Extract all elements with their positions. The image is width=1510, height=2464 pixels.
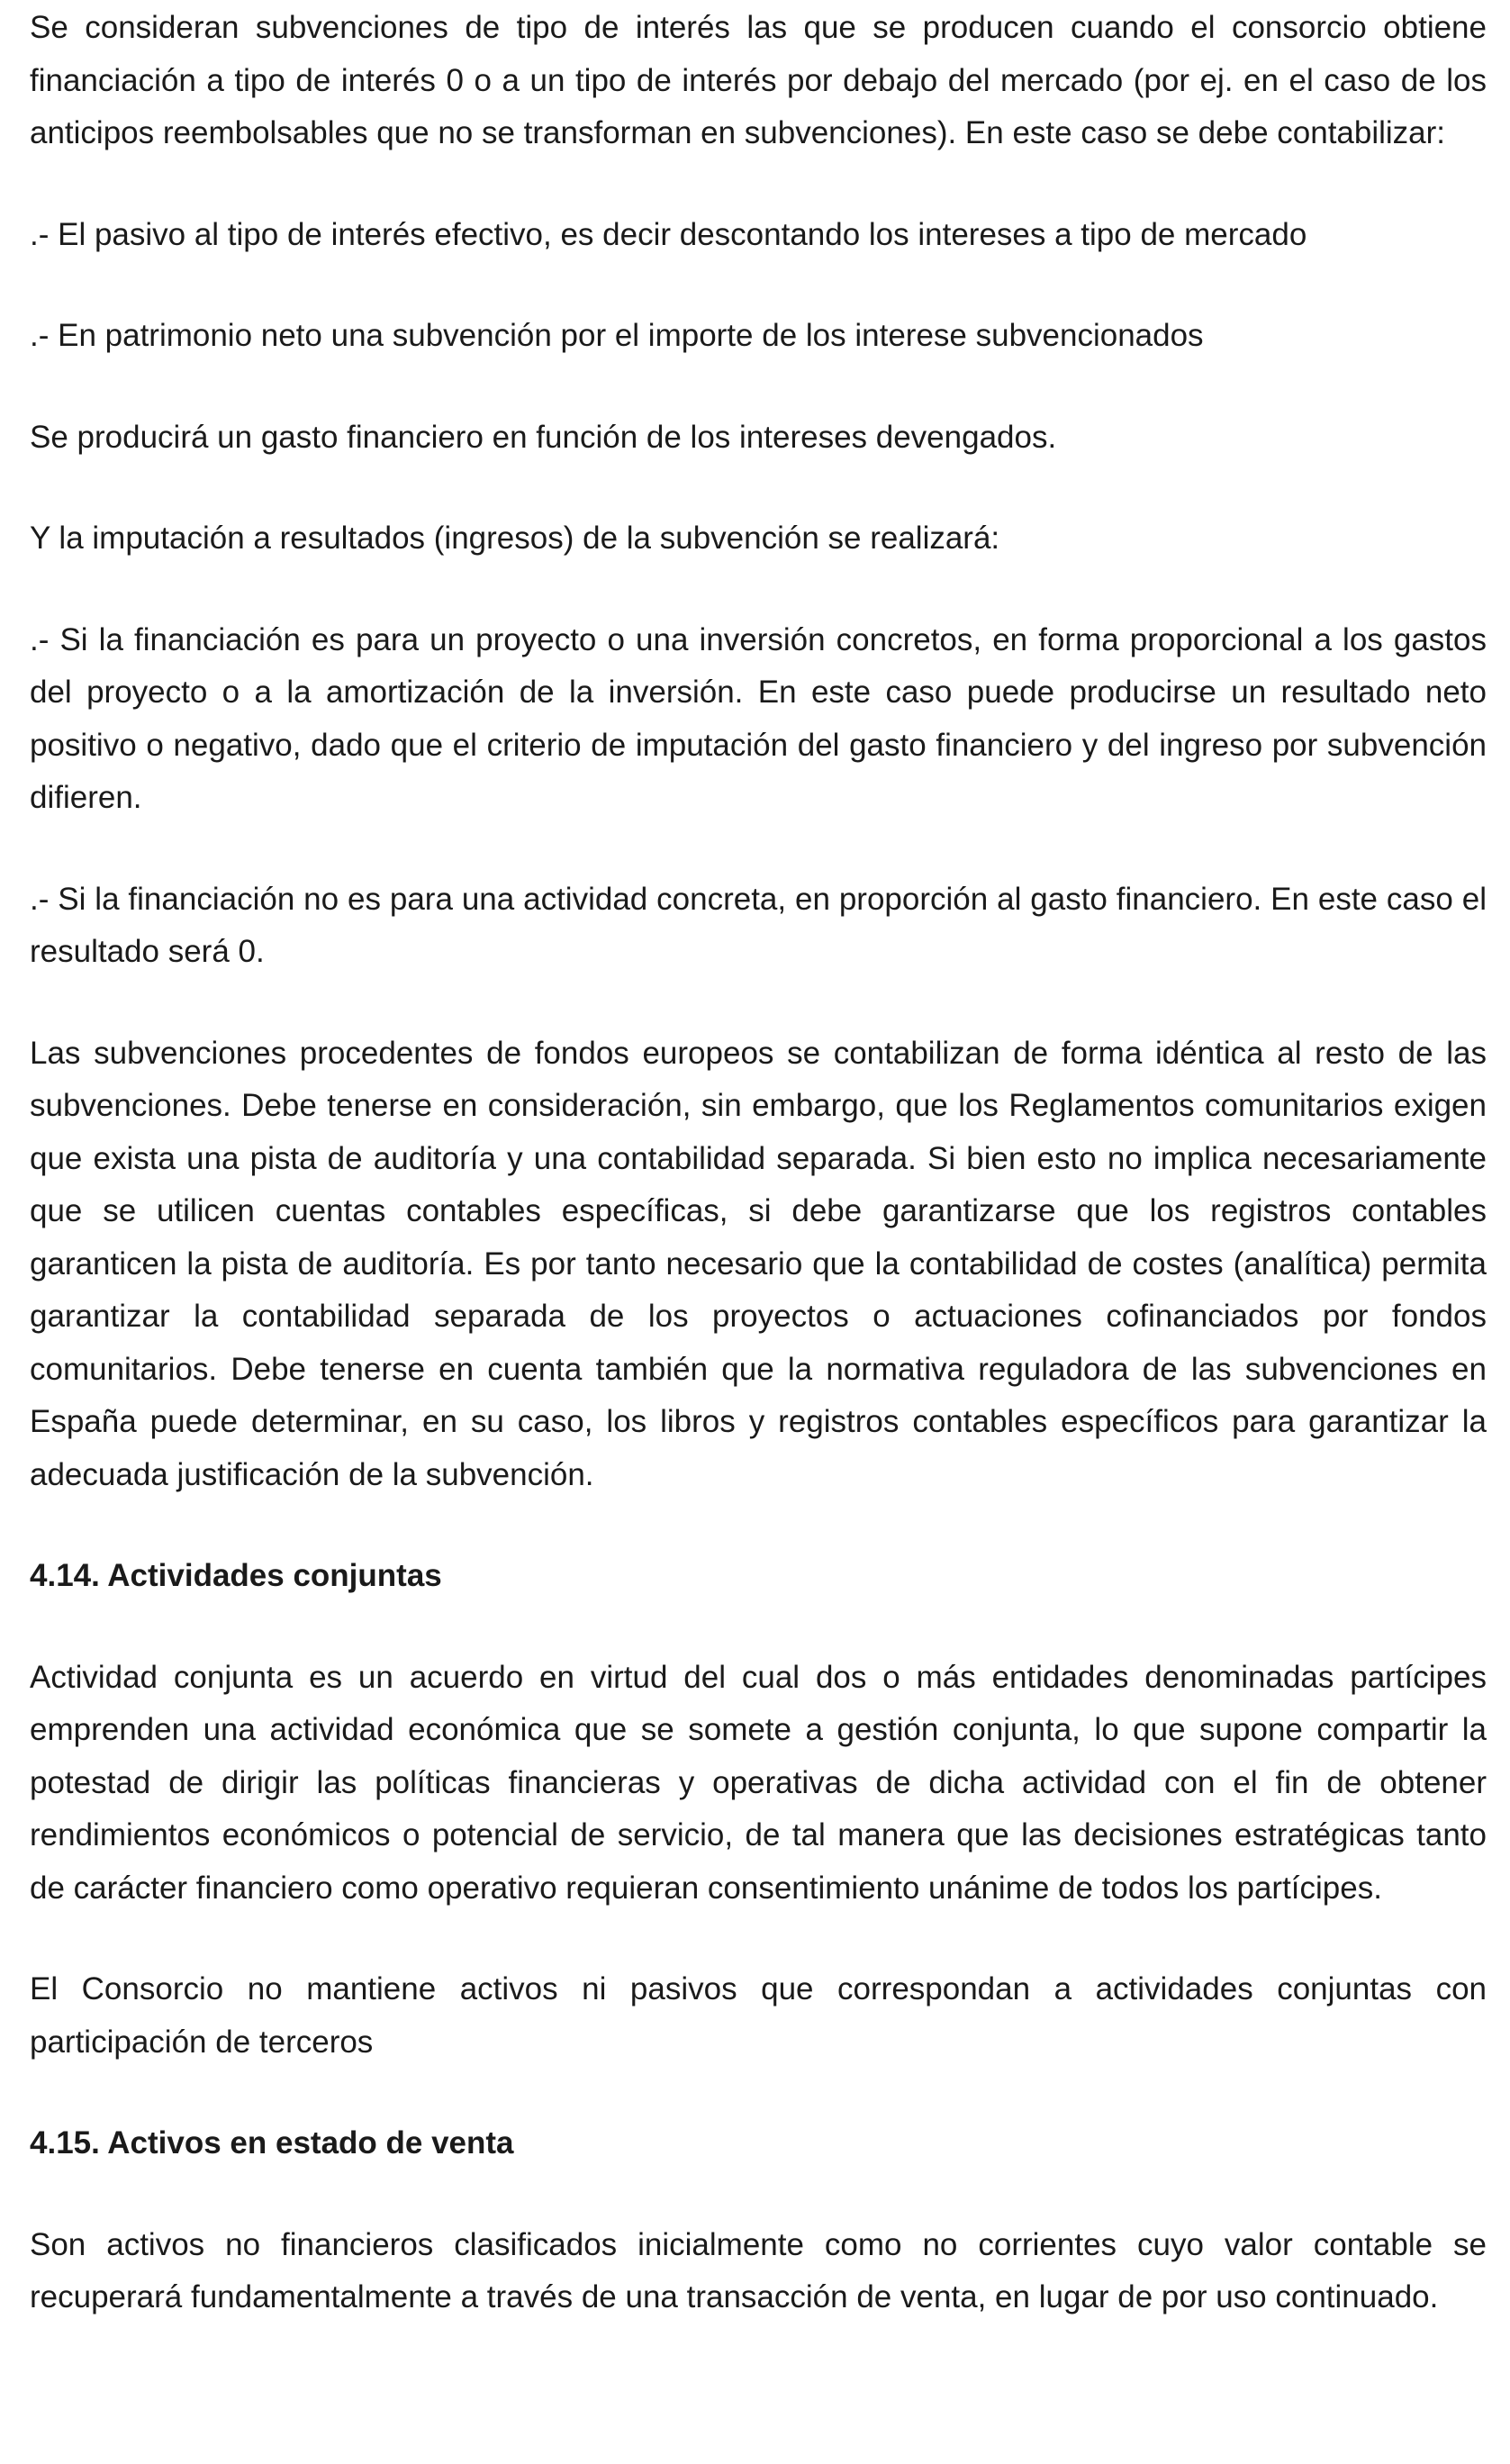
paragraph-interest-subsidies: Se consideran subvenciones de tipo de interés las que se producen cuando el consorcio obtiene financiación a tipo de interés 0 o a un tipo de interés por debajo del mercado (por ej. en el caso de los anticipos reembolsables que no se transforman en subvenciones). En este caso se debe contabilizar: xyxy=(30,10,1487,150)
paragraph-assets-for-sale: Son activos no financieros clasificados inicialmente como no corrientes cuyo valor contable se recuperará fundamentalmente a través de una transacción de venta, en lugar de por uso continuado. xyxy=(30,2226,1487,2315)
paragraph-european-funds: Las subvenciones procedentes de fondos europeos se contabilizan de forma idéntica al resto de las subvenciones. Debe tenerse en consideración, sin embargo, que los Reglamentos comunitarios exigen que exista una pista de auditoría y una contabilidad separada. Si bien esto no implica necesariamente que se utilicen cuentas contables específicas, si debe garantizarse que los registros contables garanticen la pista de auditoría. Es por tanto necesario que la contabilidad de costes (analítica) permita garantizar la contabilidad separada de los proyectos o actuaciones cofinanciados por fondos comunitarios. Debe tenerse en cuenta también que la normativa reguladora de las subvenciones en España puede determinar, en su caso, los libros y registros contables específicos para garantizar la adecuada justificación de la subvención. xyxy=(30,1035,1487,1492)
paragraph-imputation-intro: Y la imputación a resultados (ingresos) de la subvención se realizará: xyxy=(30,521,1000,556)
paragraph-consortium-joint-activities: El Consorcio no mantiene activos ni pasivos que correspondan a actividades conjuntas con participación de terceros xyxy=(30,1971,1487,2060)
section-heading-4-15: 4.15. Activos en estado de venta xyxy=(30,2125,514,2161)
paragraph-financial-expense: Se producirá un gasto financiero en función de los intereses devengados. xyxy=(30,419,1057,455)
paragraph-project-financing: .- Si la financiación es para un proyecto o una inversión concretos, en forma proporcional a los gastos del proyecto o a la amortización de la inversión. En este caso puede producirse un resultado neto positivo o negativo, dado que el criterio de imputación del gasto financiero y del ingreso por subvención difieren. xyxy=(30,621,1487,815)
document-page xyxy=(30,2,1487,2324)
paragraph-liability-effective-rate: .- El pasivo al tipo de interés efectivo, es decir descontando los intereses a tipo de mercado xyxy=(30,216,1307,252)
section-heading-4-14: 4.14. Actividades conjuntas xyxy=(30,1558,442,1593)
paragraph-equity-subsidy: .- En patrimonio neto una subvención por el importe de los interese subvencionados xyxy=(30,318,1204,353)
paragraph-joint-activity-definition: Actividad conjunta es un acuerdo en virtud del cual dos o más entidades denominadas partícipes emprenden una actividad económica que se somete a gestión conjunta, lo que supone compartir la potestad de dirigir las políticas financieras y operativas de dicha actividad con el fin de obtener rendimientos económicos o potencial de servicio, de tal manera que las decisiones estratégicas tanto de carácter financiero como operativo requieran consentimiento unánime de todos los partícipes. xyxy=(30,1659,1487,1906)
paragraph-non-specific-financing: .- Si la financiación no es para una actividad concreta, en proporción al gasto financiero. En este caso el resultado será 0. xyxy=(30,881,1487,969)
